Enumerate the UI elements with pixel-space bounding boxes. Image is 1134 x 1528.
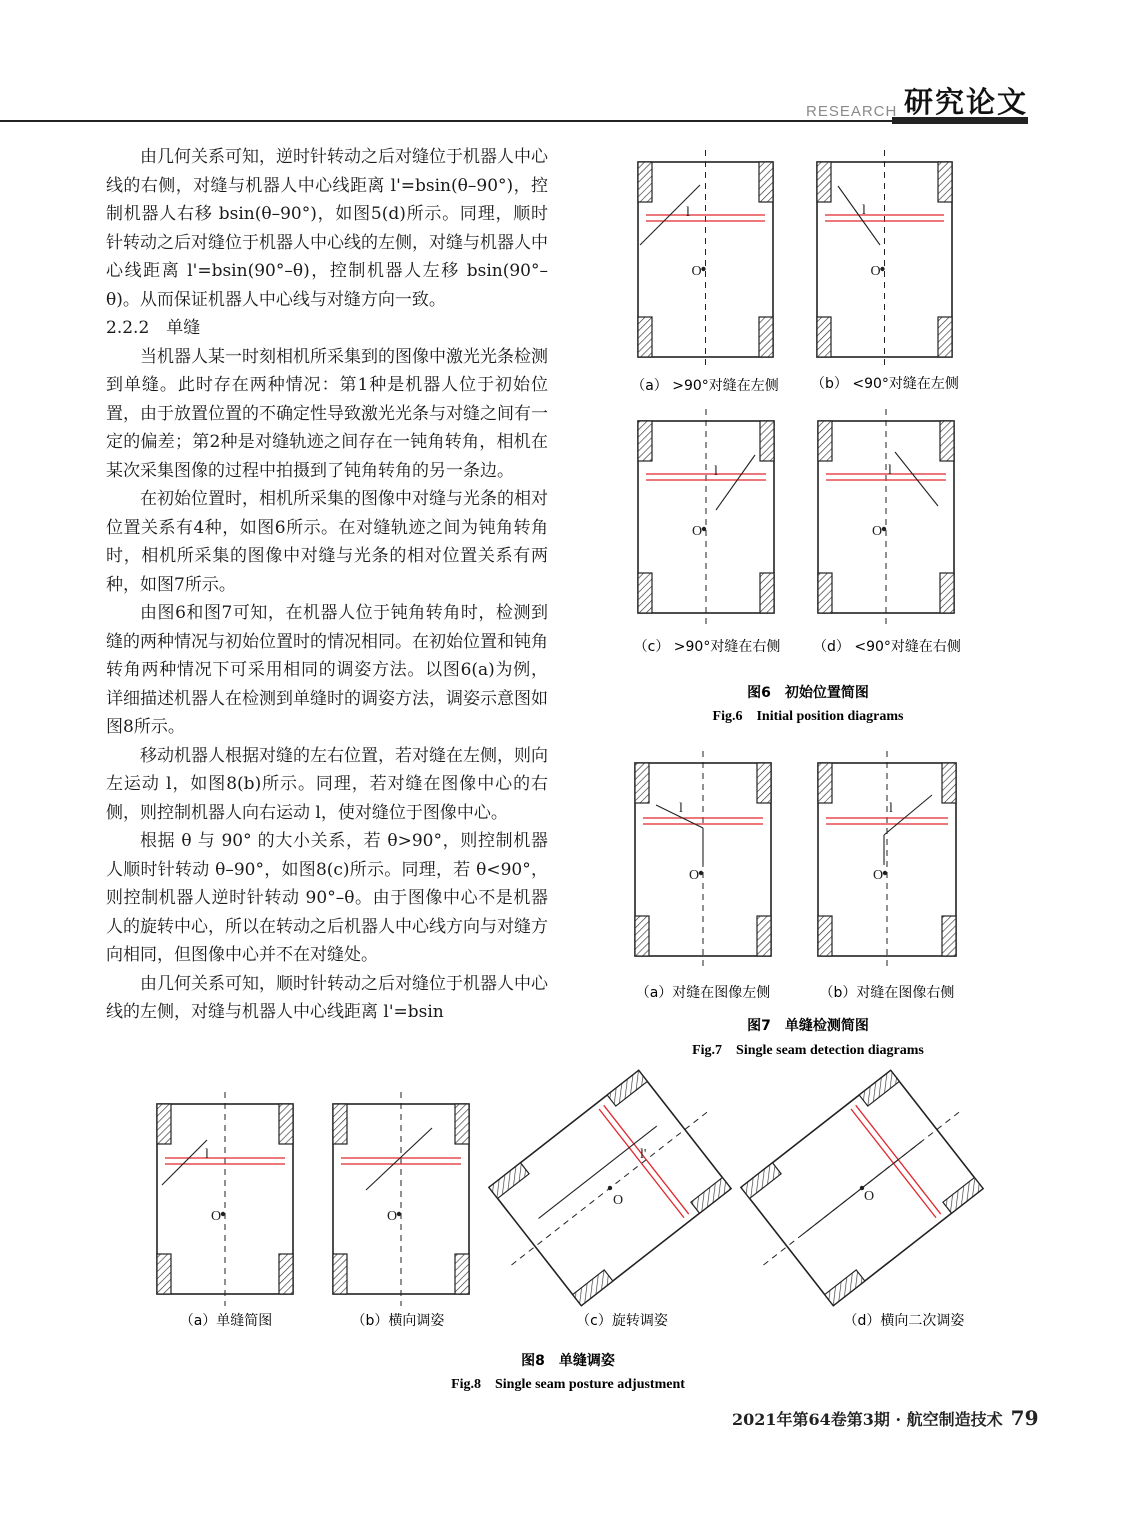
body-paragraph: 由几何关系可知，顺时针转动之后对缝位于机器人中心线的左侧，对缝与机器人中心线距离 l'=bsin <box>106 973 548 1022</box>
fig7-title-cn: 图7 单缝检测简图 <box>747 1018 869 1034</box>
wheel-pad <box>940 573 954 613</box>
center-point <box>397 1212 401 1216</box>
wheel-pad <box>759 317 773 357</box>
page-footer <box>732 1406 1039 1430</box>
wheel-pad <box>741 1163 781 1199</box>
seam-line <box>539 1126 657 1218</box>
seam-line <box>716 455 755 510</box>
center-point <box>221 1212 225 1216</box>
center-label: O <box>691 264 702 279</box>
wheel-pad <box>760 573 774 613</box>
seam-line <box>162 1140 207 1185</box>
fig6-title-cn: 图6 初始位置简图 <box>747 685 869 701</box>
fig8d-caption: （d）横向二次调姿 <box>843 1313 965 1329</box>
fig8c-center-label: O <box>613 1193 624 1208</box>
fig6d-caption: （d） <90°对缝在右侧 <box>813 639 961 655</box>
fig8a-caption: （a）单缝简图 <box>179 1313 273 1329</box>
wheel-pad <box>818 421 832 461</box>
fig6c-caption: （c） >90°对缝在右侧 <box>633 639 781 655</box>
center-point <box>883 871 887 875</box>
fig6c-robot <box>638 409 774 625</box>
wheel-pad <box>818 763 832 803</box>
distance-label: l <box>686 205 690 220</box>
wheel-pad <box>817 317 831 357</box>
fig8d-center-label: O <box>864 1189 875 1204</box>
center-label: O <box>873 868 884 883</box>
seam-line <box>895 452 938 506</box>
wheel-pad <box>489 1163 529 1199</box>
header-section-title: 研究论文 <box>904 85 1029 119</box>
center-point <box>699 871 703 875</box>
robot-body <box>818 421 954 613</box>
robot-body <box>157 1104 293 1294</box>
fig8b-caption: （b）横向调姿 <box>351 1313 445 1329</box>
body-paragraph: 移动机器人根据对缝的左右位置，若对缝在左侧，则向左运动 l，如图8(b)所示。同理，若对缝在图像中心的右侧，则控制机器人向右运动 l，使对缝位于图像中心。 <box>106 745 548 823</box>
wheel-pad <box>635 763 649 803</box>
wheel-pad <box>759 162 773 202</box>
center-label: O <box>387 1209 398 1224</box>
center-label: O <box>211 1209 222 1224</box>
wheel-pad <box>938 317 952 357</box>
body-paragraph: 在初始位置时，相机所采集的图像中对缝与光条的相对位置关系有4种，如图6所示。在对缝轨迹之间为钝角转角时，相机所采集的图像中对缝与光条的相对位置关系有两种，如图7所示。 <box>106 489 548 595</box>
fig8-title-en: Fig.8 Single seam posture adjustment <box>451 1377 685 1392</box>
wheel-pad <box>638 421 652 461</box>
distance-label: l <box>888 463 892 478</box>
wheel-pad <box>638 317 652 357</box>
wheel-pad <box>942 763 956 803</box>
body-paragraph: 根据 θ 与 90° 的大小关系，若 θ>90°，则控制机器人顺时针转动 θ–90°，如图8(c)所示。同理，若 θ<90°，则控制机器人逆时针转动 90°–θ。由于图像中心不是机器人的旋转中心，所以在转动之后机器人中心线方向与对缝方向相同，但图像中心并不在对缝处。 <box>106 831 548 965</box>
center-point <box>882 527 886 531</box>
wheel-pad <box>455 1104 469 1144</box>
center-point <box>880 267 884 271</box>
wheel-pad <box>333 1254 347 1294</box>
fig6d-robot <box>818 409 954 625</box>
fig7b-caption: （b）对缝在图像右侧 <box>819 985 955 1001</box>
center-point <box>701 267 705 271</box>
fig8c-robot <box>465 1052 754 1324</box>
wheel-pad <box>573 1270 613 1306</box>
center-label: O <box>692 524 703 539</box>
wheel-pad <box>825 1270 865 1306</box>
distance-label: l <box>714 464 718 479</box>
robot-body <box>333 1104 469 1294</box>
section-heading: 2.2.2 单缝 <box>106 318 201 338</box>
wheel-pad <box>942 916 956 956</box>
body-paragraph: 当机器人某一时刻相机所采集到的图像中激光光条检测到单缝。此时存在两种情况：第1种是机器人位于初始位置，由于放置位置的不确定性导致激光光条与对缝之间有一定的偏差；第2种是对缝轨迹之间存在一钝角转角，相机在某次采集图像的过程中拍摄到了钝角转角的另一条边。 <box>106 346 548 481</box>
wheel-pad <box>638 573 652 613</box>
distance-label: l <box>205 1147 209 1162</box>
wheel-pad <box>859 1070 899 1106</box>
fig7b-robot <box>818 751 956 968</box>
robot-body <box>638 421 774 613</box>
fig8c-distance-label: l' <box>640 1147 647 1162</box>
wheel-pad <box>818 573 832 613</box>
fig7a-caption: （a）对缝在图像左侧 <box>635 985 771 1001</box>
seam-line <box>366 1128 432 1190</box>
center-label: O <box>870 264 881 279</box>
fig6b-robot <box>817 150 952 369</box>
wheel-pad <box>940 421 954 461</box>
wheel-pad <box>943 1178 983 1214</box>
wheel-pad <box>757 763 771 803</box>
wheel-pad <box>760 421 774 461</box>
wheel-pad <box>938 162 952 202</box>
wheel-pad <box>279 1104 293 1144</box>
fig6a-robot <box>638 150 773 369</box>
footer-journal: 2021年第64卷第3期 · 航空制造技术 <box>732 1410 1003 1429</box>
header-research: RESEARCH <box>806 103 898 120</box>
wheel-pad <box>607 1070 647 1106</box>
center-point <box>702 527 706 531</box>
wheel-pad <box>635 916 649 956</box>
fig7-title-en: Fig.7 Single seam detection diagrams <box>692 1043 924 1058</box>
distance-label: l <box>862 203 866 218</box>
wheel-pad <box>818 916 832 956</box>
wheel-pad <box>757 916 771 956</box>
wheel-pad <box>157 1104 171 1144</box>
distance-label: l <box>679 801 683 816</box>
wheel-pad <box>333 1104 347 1144</box>
wheel-pad <box>691 1178 731 1214</box>
fig8d-robot <box>717 1052 1006 1324</box>
wheel-pad <box>157 1254 171 1294</box>
wheel-pad <box>455 1254 469 1294</box>
fig8a-robot <box>157 1092 293 1306</box>
fig6a-caption: （a） >90°对缝在左侧 <box>631 378 779 394</box>
wheel-pad <box>638 162 652 202</box>
wheel-pad <box>817 162 831 202</box>
fig6-title-en: Fig.6 Initial position diagrams <box>712 709 904 724</box>
laser-stripe <box>599 1109 684 1218</box>
center-label: O <box>872 524 883 539</box>
body-paragraph: 由几何关系可知，逆时针转动之后对缝位于机器人中心线的右侧，对缝与机器人中心线距离 l'=bsin(θ–90°)，控制机器人右移 bsin(θ–90°)，如图5(d)所示。同理，顺时针转动之后对缝位于机器人中心线的左侧，对缝与机器人中心线距离 l'=bsin(90°–θ)，控制机器人左移 bsin(90°–θ)。从而保证机器人中心线与对缝方向一致。 <box>106 147 548 310</box>
fig8-title-cn: 图8 单缝调姿 <box>521 1353 615 1369</box>
fig6b-caption: （b） <90°对缝在左侧 <box>811 376 959 392</box>
center-label: O <box>689 868 700 883</box>
fig8b-robot <box>333 1092 469 1306</box>
page-number: 79 <box>1010 1406 1039 1430</box>
wheel-pad <box>279 1254 293 1294</box>
fig7a-robot <box>635 751 771 968</box>
distance-label: l <box>889 801 893 816</box>
fig8c-caption: （c）旋转调姿 <box>576 1313 668 1329</box>
body-paragraph: 由图6和图7可知，在机器人位于钝角转角时，检测到缝的两种情况与初始位置时的情况相同。在初始位置和钝角转角两种情况下可采用相同的调姿方法。以图6(a)为例，详细描述机器人在检测到单缝时的调姿方法，调姿示意图如图8所示。 <box>106 603 548 737</box>
